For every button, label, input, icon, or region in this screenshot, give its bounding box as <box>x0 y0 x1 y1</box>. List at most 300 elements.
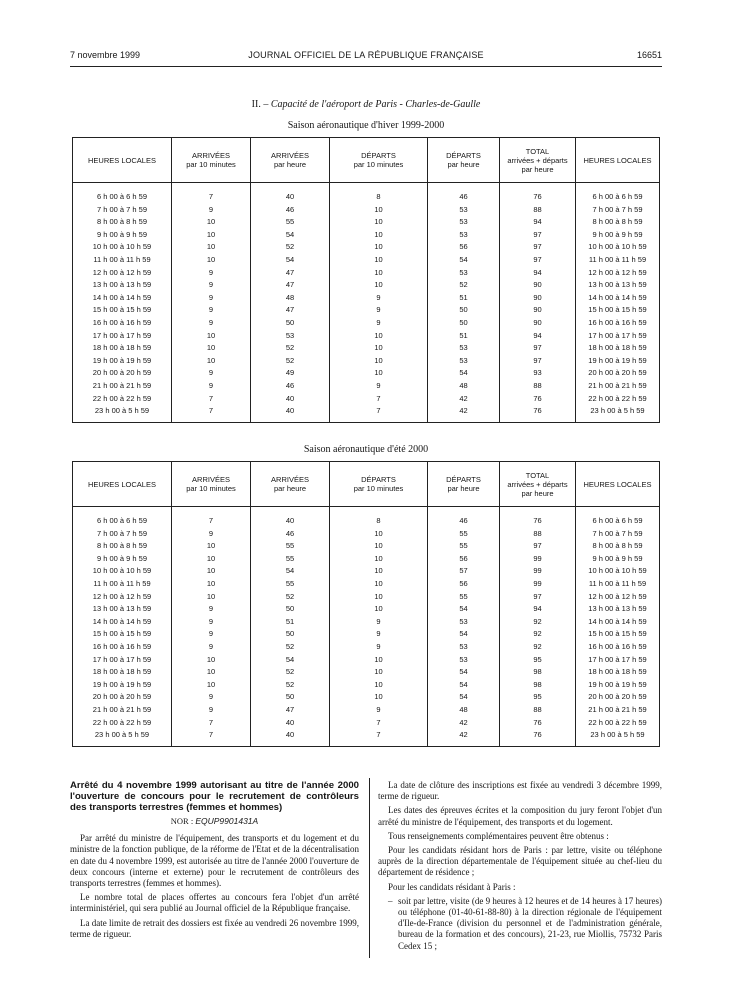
cell-arrivees-heure: 52 <box>251 679 330 692</box>
cell-arrivees-10min: 10 <box>172 553 251 566</box>
table-row <box>73 729 660 746</box>
arrete-title: Arrêté du 4 novembre 1999 autorisant au titre de l'année 2000 l'ouverture de concours pour le recrutement de contrôleurs des transports terrestres (femmes et hommes) <box>70 780 359 813</box>
cell-arrivees-heure: 46 <box>251 204 330 217</box>
col-total: TOTAL arrivées + départs par heure <box>500 138 576 183</box>
cell-heures: 6 h 00 à 6 h 59 <box>73 515 172 528</box>
cell-heures-right: 7 h 00 à 7 h 59 <box>592 204 643 214</box>
cell-arrivees-heure: 52 <box>251 591 330 604</box>
table-row <box>73 191 660 204</box>
cell-heures-right: 21 h 00 à 21 h 59 <box>588 380 647 390</box>
cell-departs-heure: 42 <box>428 393 500 406</box>
cell-heures: 13 h 00 à 13 h 59 <box>73 603 172 616</box>
cell-total: 97 <box>500 229 576 242</box>
cell-departs-10min: 7 <box>330 405 428 422</box>
cell-heures-right: 7 h 00 à 7 h 59 <box>592 528 643 538</box>
cell-total: 90 <box>500 317 576 330</box>
cell-total: 92 <box>500 641 576 654</box>
cell-departs-10min: 9 <box>330 628 428 641</box>
cell-arrivees-heure: 55 <box>251 216 330 229</box>
cell-total: 76 <box>500 393 576 406</box>
cell-total: 88 <box>500 528 576 541</box>
cell-heures-right: 11 h 00 à 11 h 59 <box>588 578 647 588</box>
cell-arrivees-10min: 10 <box>172 342 251 355</box>
table-row <box>73 330 660 343</box>
cell-arrivees-10min: 9 <box>172 628 251 641</box>
cell-arrivees-10min: 10 <box>172 666 251 679</box>
table-row <box>73 691 660 704</box>
cell-heures: 20 h 00 à 20 h 59 <box>73 691 172 704</box>
cell-total: 88 <box>500 380 576 393</box>
cell-heures: 18 h 00 à 18 h 59 <box>73 666 172 679</box>
cell-arrivees-10min: 9 <box>172 528 251 541</box>
cell-heures: 21 h 00 à 21 h 59 <box>73 380 172 393</box>
cell-heures: 6 h 00 à 6 h 59 <box>73 191 172 204</box>
cell-total: 76 <box>500 405 576 422</box>
cell-arrivees-10min: 10 <box>172 254 251 267</box>
cell-departs-10min: 10 <box>330 355 428 368</box>
cell-departs-10min: 9 <box>330 304 428 317</box>
cell-departs-heure: 53 <box>428 616 500 629</box>
cell-departs-10min: 10 <box>330 553 428 566</box>
table-row <box>73 528 660 541</box>
paragraph: Pour les candidats résidant à Paris : <box>388 881 516 892</box>
cell-total: 97 <box>500 342 576 355</box>
cell-heures-right: 14 h 00 à 14 h 59 <box>588 292 647 302</box>
table-row <box>73 367 660 380</box>
cell-total: 94 <box>500 267 576 280</box>
cell-heures: 20 h 00 à 20 h 59 <box>73 367 172 380</box>
cell-arrivees-heure: 52 <box>251 641 330 654</box>
cell-heures: 18 h 00 à 18 h 59 <box>73 342 172 355</box>
paragraph: Pour les candidats résidant hors de Paris : par lettre, visite ou téléphone auprès de la direction départementale de l'équipement située au chef-lieu du département de résidence ; <box>378 845 662 878</box>
cell-total: 90 <box>500 292 576 305</box>
table-row <box>73 355 660 368</box>
cell-heures: 10 h 00 à 10 h 59 <box>73 241 172 254</box>
table-row <box>73 704 660 717</box>
col-departs-10min: DÉPARTS par 10 minutes <box>330 138 428 183</box>
cell-departs-heure: 53 <box>428 204 500 217</box>
table-header-row <box>73 462 660 507</box>
nor-reference <box>70 816 359 827</box>
header-journal-title: JOURNAL OFFICIEL DE LA RÉPUBLIQUE FRANÇAISE <box>248 50 484 60</box>
cell-heures: 16 h 00 à 16 h 59 <box>73 641 172 654</box>
winter-capacity-table <box>72 137 660 423</box>
cell-arrivees-10min: 9 <box>172 367 251 380</box>
cell-total: 98 <box>500 666 576 679</box>
cell-departs-10min: 9 <box>330 616 428 629</box>
cell-arrivees-10min: 9 <box>172 641 251 654</box>
table-row <box>73 628 660 641</box>
cell-departs-heure: 56 <box>428 578 500 591</box>
cell-arrivees-heure: 50 <box>251 603 330 616</box>
cell-arrivees-heure: 40 <box>251 717 330 730</box>
cell-arrivees-heure: 40 <box>251 405 330 422</box>
cell-heures-right: 14 h 00 à 14 h 59 <box>588 616 647 626</box>
table-row <box>73 565 660 578</box>
cell-heures: 16 h 00 à 16 h 59 <box>73 317 172 330</box>
cell-departs-heure: 53 <box>428 267 500 280</box>
cell-arrivees-10min: 10 <box>172 654 251 667</box>
cell-total: 90 <box>500 304 576 317</box>
cell-heures-right: 16 h 00 à 16 h 59 <box>588 317 647 327</box>
table-row <box>73 241 660 254</box>
cell-departs-heure: 42 <box>428 405 500 422</box>
cell-departs-10min: 10 <box>330 679 428 692</box>
section-title-prefix: II. – <box>251 99 269 110</box>
cell-departs-10min: 10 <box>330 330 428 343</box>
cell-heures: 10 h 00 à 10 h 59 <box>73 565 172 578</box>
cell-heures: 17 h 00 à 17 h 59 <box>73 330 172 343</box>
cell-heures-right: 22 h 00 à 22 h 59 <box>588 717 647 727</box>
table-header-row <box>73 138 660 183</box>
cell-total: 97 <box>500 241 576 254</box>
cell-arrivees-heure: 46 <box>251 380 330 393</box>
table-row <box>73 216 660 229</box>
cell-total: 76 <box>500 717 576 730</box>
cell-departs-10min: 9 <box>330 292 428 305</box>
cell-arrivees-heure: 48 <box>251 292 330 305</box>
cell-arrivees-heure: 54 <box>251 654 330 667</box>
cell-heures: 8 h 00 à 8 h 59 <box>73 540 172 553</box>
cell-departs-10min: 9 <box>330 641 428 654</box>
table-row <box>73 553 660 566</box>
winter-season-caption: Saison aéronautique d'hiver 1999-2000 <box>287 120 445 131</box>
cell-total: 97 <box>500 540 576 553</box>
cell-arrivees-10min: 9 <box>172 267 251 280</box>
cell-arrivees-heure: 40 <box>251 191 330 204</box>
cell-heures: 8 h 00 à 8 h 59 <box>73 216 172 229</box>
cell-departs-10min: 10 <box>330 578 428 591</box>
cell-departs-10min: 10 <box>330 254 428 267</box>
header-rule <box>70 66 662 67</box>
cell-departs-heure: 55 <box>428 591 500 604</box>
cell-departs-heure: 54 <box>428 691 500 704</box>
cell-total: 99 <box>500 553 576 566</box>
cell-arrivees-heure: 52 <box>251 355 330 368</box>
cell-departs-10min: 8 <box>330 191 428 204</box>
cell-heures: 9 h 00 à 9 h 59 <box>73 229 172 242</box>
cell-arrivees-10min: 10 <box>172 578 251 591</box>
cell-departs-10min: 7 <box>330 729 428 746</box>
cell-departs-10min: 10 <box>330 654 428 667</box>
cell-heures-right: 17 h 00 à 17 h 59 <box>588 330 647 340</box>
col-total: TOTAL arrivées + départs par heure <box>500 462 576 507</box>
col-arrivees-heure: ARRIVÉES par heure <box>251 462 330 507</box>
paragraph: Le nombre total de places offertes au concours fera l'objet d'un arrêté interministériel, qui sera publié au Journal officiel de la République française. <box>70 892 359 914</box>
cell-arrivees-10min: 9 <box>172 704 251 717</box>
cell-heures-right: 6 h 00 à 6 h 59 <box>592 516 643 525</box>
cell-arrivees-heure: 47 <box>251 304 330 317</box>
cell-total: 93 <box>500 367 576 380</box>
cell-heures-right: 6 h 00 à 6 h 59 <box>592 192 643 201</box>
cell-heures: 19 h 00 à 19 h 59 <box>73 679 172 692</box>
cell-departs-heure: 48 <box>428 704 500 717</box>
cell-heures-right: 8 h 00 à 8 h 59 <box>592 541 643 551</box>
cell-heures: 7 h 00 à 7 h 59 <box>73 204 172 217</box>
cell-departs-heure: 51 <box>428 292 500 305</box>
spacer-row <box>73 183 660 192</box>
cell-heures: 17 h 00 à 17 h 59 <box>73 654 172 667</box>
table-row <box>73 304 660 317</box>
cell-heures: 9 h 00 à 9 h 59 <box>73 553 172 566</box>
cell-arrivees-heure: 53 <box>251 330 330 343</box>
arrete-right-column <box>378 780 662 952</box>
cell-departs-10min: 9 <box>330 380 428 393</box>
cell-total: 76 <box>500 191 576 204</box>
cell-arrivees-heure: 49 <box>251 367 330 380</box>
nor-label: NOR : <box>170 816 194 826</box>
cell-arrivees-heure: 54 <box>251 565 330 578</box>
col-departs-10min: DÉPARTS par 10 minutes <box>330 462 428 507</box>
table-row <box>73 229 660 242</box>
cell-heures: 15 h 00 à 15 h 59 <box>73 304 172 317</box>
cell-departs-10min: 8 <box>330 515 428 528</box>
cell-arrivees-10min: 10 <box>172 540 251 553</box>
list-item: – soit par lettre, visite (de 9 heures à 12 heures et de 14 heures à 17 heures) ou téléphone (01-40-61-88-80) à la direction régionale de l'équipement d'Ile-de-France (division du personnel et de l'administration générale, bureau de la formation et des concours), 21-23, rue Miollis, 75732 Paris Cedex 15 ; <box>388 896 662 952</box>
cell-total: 97 <box>500 254 576 267</box>
cell-arrivees-heure: 54 <box>251 229 330 242</box>
cell-departs-heure: 50 <box>428 304 500 317</box>
cell-arrivees-10min: 10 <box>172 216 251 229</box>
cell-heures-right: 13 h 00 à 13 h 59 <box>588 604 647 614</box>
paragraph: Par arrêté du ministre de l'équipement, des transports et du logement et du ministre de la fonction publique, de la réforme de l'Etat et de la décentralisation en date du 4 novembre 1999, est autorisée au titre de l'année 2000 l'ouverture de deux concours (interne et externe) pour le recrutement de contrôleurs des transports terrestres (femmes et hommes). <box>70 833 359 889</box>
cell-departs-heure: 42 <box>428 729 500 746</box>
table-row <box>73 603 660 616</box>
table-body <box>73 507 660 747</box>
table-body <box>73 183 660 423</box>
cell-arrivees-10min: 10 <box>172 591 251 604</box>
header-date: 7 novembre 1999 <box>70 50 141 60</box>
cell-heures: 12 h 00 à 12 h 59 <box>73 267 172 280</box>
cell-departs-10min: 7 <box>330 717 428 730</box>
paragraph: La date limite de retrait des dossiers est fixée au vendredi 26 novembre 1999, terme de rigueur. <box>70 917 359 939</box>
col-departs-heure: DÉPARTS par heure <box>428 462 500 507</box>
cell-total: 98 <box>500 679 576 692</box>
col-heures-locales-right: HEURES LOCALES <box>576 462 660 507</box>
table-row <box>73 405 660 422</box>
cell-heures: 19 h 00 à 19 h 59 <box>73 355 172 368</box>
cell-departs-heure: 46 <box>428 191 500 204</box>
table-row <box>73 666 660 679</box>
cell-heures-right: 11 h 00 à 11 h 59 <box>588 254 647 264</box>
cell-departs-10min: 10 <box>330 267 428 280</box>
nor-code: EQUP9901431A <box>195 816 259 826</box>
cell-arrivees-heure: 55 <box>251 578 330 591</box>
cell-total: 94 <box>500 216 576 229</box>
cell-departs-10min: 10 <box>330 540 428 553</box>
cell-heures-right: 20 h 00 à 20 h 59 <box>588 368 647 378</box>
cell-heures-right: 16 h 00 à 16 h 59 <box>588 641 647 651</box>
cell-departs-heure: 54 <box>428 254 500 267</box>
cell-heures-right: 13 h 00 à 13 h 59 <box>588 280 647 290</box>
cell-total: 88 <box>500 204 576 217</box>
cell-departs-heure: 53 <box>428 229 500 242</box>
cell-total: 95 <box>500 691 576 704</box>
table-row <box>73 654 660 667</box>
paragraph: Les dates des épreuves écrites et la composition du jury feront l'objet d'un arrêté du ministre de l'équipement, des transports et du logement. <box>378 805 662 827</box>
cell-heures-right: 18 h 00 à 18 h 59 <box>588 667 647 677</box>
cell-arrivees-heure: 47 <box>251 279 330 292</box>
section-title-text: Capacité de l'aéroport de Paris - Charles-de-Gaulle <box>270 99 481 110</box>
cell-total: 92 <box>500 616 576 629</box>
cell-departs-heure: 52 <box>428 279 500 292</box>
cell-total: 94 <box>500 330 576 343</box>
cell-departs-10min: 10 <box>330 229 428 242</box>
cell-arrivees-heure: 50 <box>251 317 330 330</box>
arrete-left-column <box>70 780 359 943</box>
cell-departs-10min: 9 <box>330 704 428 717</box>
cell-departs-10min: 10 <box>330 216 428 229</box>
cell-heures-right: 22 h 00 à 22 h 59 <box>588 393 647 403</box>
summer-season-caption: Saison aéronautique d'été 2000 <box>303 444 429 455</box>
cell-heures: 12 h 00 à 12 h 59 <box>73 591 172 604</box>
cell-departs-10min: 10 <box>330 591 428 604</box>
cell-heures-right: 10 h 00 à 10 h 59 <box>588 242 647 252</box>
header-page-number: 16651 <box>636 50 662 60</box>
paragraph: Tous renseignements complémentaires peuvent être obtenus : <box>388 830 609 841</box>
cell-arrivees-10min: 10 <box>172 679 251 692</box>
cell-arrivees-10min: 7 <box>172 729 251 746</box>
cell-departs-heure: 54 <box>428 367 500 380</box>
cell-arrivees-heure: 52 <box>251 342 330 355</box>
cell-arrivees-heure: 40 <box>251 515 330 528</box>
cell-departs-10min: 10 <box>330 241 428 254</box>
table-row <box>73 578 660 591</box>
col-heures-locales: HEURES LOCALES <box>73 138 172 183</box>
cell-arrivees-10min: 9 <box>172 279 251 292</box>
cell-heures: 11 h 00 à 11 h 59 <box>73 254 172 267</box>
cell-heures: 7 h 00 à 7 h 59 <box>73 528 172 541</box>
table-row <box>73 279 660 292</box>
cell-departs-10min: 10 <box>330 528 428 541</box>
cell-heures: 15 h 00 à 15 h 59 <box>73 628 172 641</box>
cell-arrivees-heure: 55 <box>251 540 330 553</box>
cell-heures-right: 12 h 00 à 12 h 59 <box>588 267 647 277</box>
cell-departs-10min: 7 <box>330 393 428 406</box>
cell-arrivees-10min: 9 <box>172 616 251 629</box>
cell-arrivees-heure: 47 <box>251 267 330 280</box>
cell-heures: 23 h 00 à 5 h 59 <box>73 729 172 746</box>
cell-arrivees-heure: 47 <box>251 704 330 717</box>
cell-heures: 14 h 00 à 14 h 59 <box>73 292 172 305</box>
paragraph: La date de clôture des inscriptions est fixée au vendredi 3 décembre 1999, terme de rigueur. <box>378 780 662 802</box>
cell-departs-heure: 42 <box>428 717 500 730</box>
cell-heures: 13 h 00 à 13 h 59 <box>73 279 172 292</box>
col-heures-locales-right: HEURES LOCALES <box>576 138 660 183</box>
cell-arrivees-10min: 10 <box>172 330 251 343</box>
cell-arrivees-10min: 10 <box>172 229 251 242</box>
cell-total: 99 <box>500 578 576 591</box>
col-arrivees-10min: ARRIVÉES par 10 minutes <box>172 138 251 183</box>
cell-arrivees-10min: 9 <box>172 292 251 305</box>
table-row <box>73 393 660 406</box>
cell-departs-heure: 53 <box>428 641 500 654</box>
page-header <box>70 50 662 66</box>
cell-heures-right: 21 h 00 à 21 h 59 <box>588 704 647 714</box>
cell-departs-heure: 54 <box>428 603 500 616</box>
cell-heures-right: 12 h 00 à 12 h 59 <box>588 591 647 601</box>
cell-arrivees-10min: 7 <box>172 717 251 730</box>
cell-arrivees-10min: 7 <box>172 393 251 406</box>
cell-arrivees-heure: 55 <box>251 553 330 566</box>
table-row <box>73 540 660 553</box>
cell-departs-10min: 10 <box>330 565 428 578</box>
cell-heures: 21 h 00 à 21 h 59 <box>73 704 172 717</box>
cell-heures-right: 23 h 00 à 5 h 59 <box>590 730 645 740</box>
cell-total: 92 <box>500 628 576 641</box>
cell-departs-heure: 57 <box>428 565 500 578</box>
cell-heures: 14 h 00 à 14 h 59 <box>73 616 172 629</box>
cell-departs-heure: 51 <box>428 330 500 343</box>
cell-arrivees-heure: 50 <box>251 628 330 641</box>
table-row <box>73 515 660 528</box>
summer-capacity-table <box>72 461 660 747</box>
cell-total: 94 <box>500 603 576 616</box>
table-row <box>73 267 660 280</box>
cell-total: 95 <box>500 654 576 667</box>
col-heures-locales: HEURES LOCALES <box>73 462 172 507</box>
cell-heures-right: 17 h 00 à 17 h 59 <box>588 654 647 664</box>
cell-departs-10min: 10 <box>330 342 428 355</box>
cell-arrivees-10min: 9 <box>172 691 251 704</box>
cell-arrivees-10min: 10 <box>172 241 251 254</box>
cell-total: 76 <box>500 729 576 746</box>
cell-heures-right: 15 h 00 à 15 h 59 <box>588 629 647 639</box>
table-row <box>73 380 660 393</box>
cell-arrivees-heure: 40 <box>251 393 330 406</box>
cell-heures-right: 9 h 00 à 9 h 59 <box>592 229 643 239</box>
cell-departs-heure: 53 <box>428 216 500 229</box>
cell-arrivees-heure: 50 <box>251 691 330 704</box>
cell-arrivees-heure: 52 <box>251 666 330 679</box>
cell-departs-heure: 54 <box>428 666 500 679</box>
cell-total: 97 <box>500 355 576 368</box>
cell-heures-right: 23 h 00 à 5 h 59 <box>590 406 645 416</box>
cell-departs-heure: 48 <box>428 380 500 393</box>
table-row <box>73 616 660 629</box>
cell-total: 76 <box>500 515 576 528</box>
cell-departs-10min: 10 <box>330 666 428 679</box>
table-row <box>73 342 660 355</box>
cell-total: 88 <box>500 704 576 717</box>
cell-arrivees-heure: 46 <box>251 528 330 541</box>
cell-arrivees-10min: 9 <box>172 317 251 330</box>
cell-departs-10min: 9 <box>330 317 428 330</box>
cell-departs-heure: 56 <box>428 241 500 254</box>
cell-arrivees-10min: 9 <box>172 304 251 317</box>
cell-arrivees-10min: 9 <box>172 380 251 393</box>
cell-departs-10min: 10 <box>330 204 428 217</box>
table-row <box>73 641 660 654</box>
section-title <box>70 99 662 110</box>
cell-arrivees-heure: 40 <box>251 729 330 746</box>
cell-heures-right: 9 h 00 à 9 h 59 <box>592 553 643 563</box>
cell-arrivees-10min: 9 <box>172 204 251 217</box>
cell-departs-heure: 53 <box>428 355 500 368</box>
cell-total: 99 <box>500 565 576 578</box>
cell-departs-heure: 54 <box>428 679 500 692</box>
cell-departs-10min: 10 <box>330 279 428 292</box>
table-row <box>73 292 660 305</box>
cell-heures-right: 19 h 00 à 19 h 59 <box>588 355 647 365</box>
cell-total: 90 <box>500 279 576 292</box>
cell-departs-heure: 55 <box>428 528 500 541</box>
cell-arrivees-heure: 51 <box>251 616 330 629</box>
cell-total: 97 <box>500 591 576 604</box>
table-row <box>73 679 660 692</box>
col-departs-heure: DÉPARTS par heure <box>428 138 500 183</box>
cell-arrivees-10min: 9 <box>172 603 251 616</box>
